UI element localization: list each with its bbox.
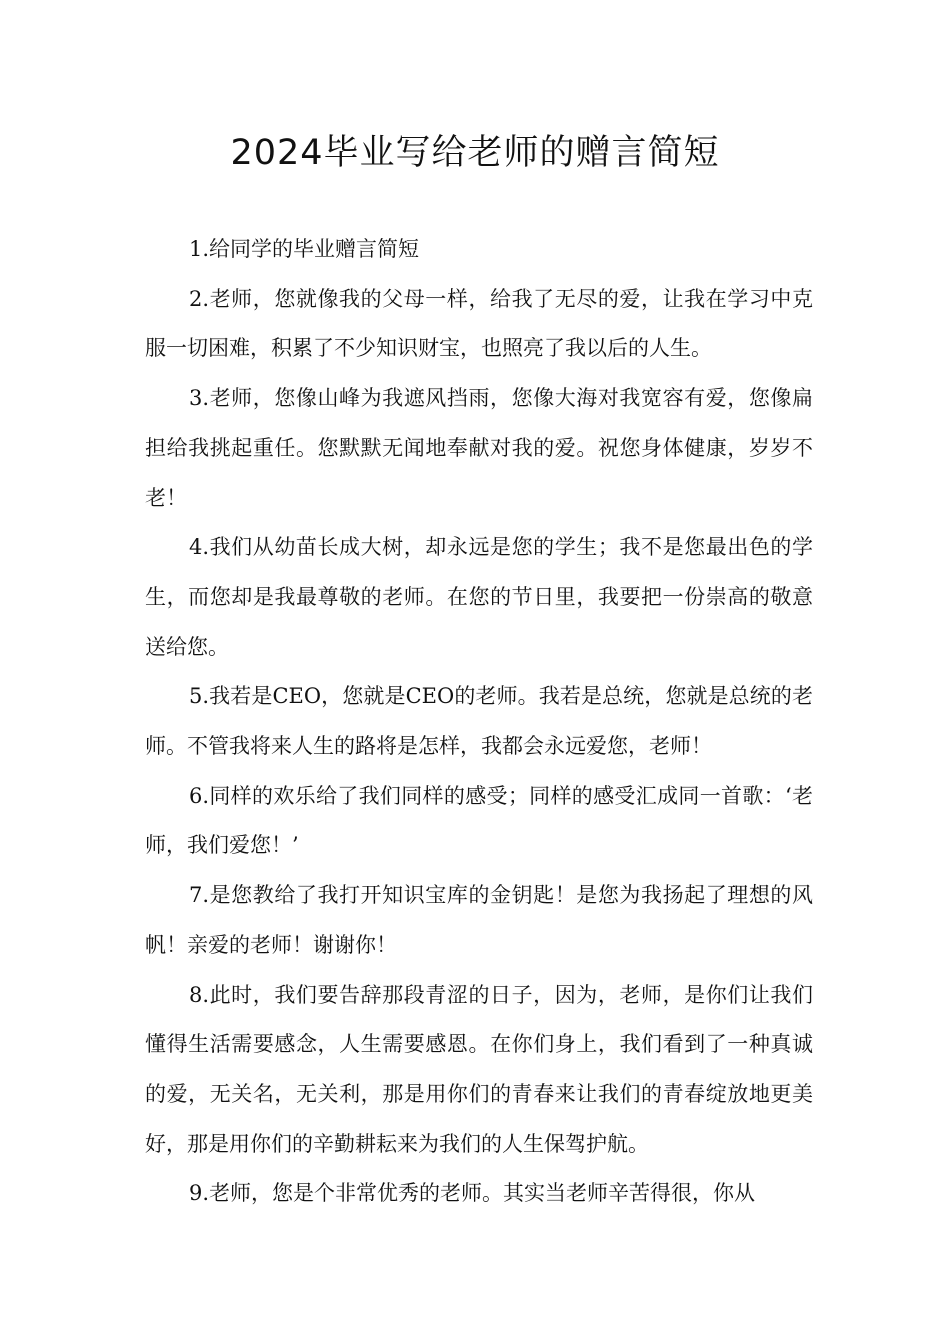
paragraph-5: 5.我若是CEO，您就是CEO的老师。我若是总统，您就是总统的老师。不管我将来人生的路将是怎样，我都会永远爱您，老师！ bbox=[145, 684, 813, 759]
document-title: 2024毕业写给老师的赠言简短 bbox=[230, 133, 720, 173]
paragraph-9: 9.老师，您是个非常优秀的老师。其实当老师辛苦得很，你从 bbox=[189, 1181, 756, 1206]
paragraph-1: 1.给同学的毕业赠言简短 bbox=[189, 237, 420, 261]
document-body bbox=[145, 225, 813, 1219]
paragraph-2: 2.老师，您就像我的父母一样，给我了无尽的爱，让我在学习中克服一切困难，积累了不少知识财宝，也照亮了我以后的人生。 bbox=[145, 286, 813, 361]
paragraph-3: 3.老师，您像山峰为我遮风挡雨，您像大海对我宽容有爱，您像扁担给我挑起重任。您默默无闻地奉献对我的爱。祝您身体健康，岁岁不老！ bbox=[145, 386, 813, 510]
paragraph-7: 7.是您教给了我打开知识宝库的金钥匙！是您为我扬起了理想的风帆！亲爱的老师！谢谢你！ bbox=[145, 883, 813, 957]
paragraph-4: 4.我们从幼苗长成大树，却永远是您的学生；我不是您最出色的学生，而您却是我最尊敬的老师。在您的节日里，我要把一份崇高的敬意送给您。 bbox=[145, 535, 813, 659]
paragraph-8: 8.此时，我们要告辞那段青涩的日子，因为，老师，是你们让我们懂得生活需要感念，人生需要感恩。在你们身上，我们看到了一种真诚的爱，无关名，无关利，那是用你们的青春来让我们的青春绽放地更美好，那是用你们的辛勤耕耘来为我们的人生保驾护航。 bbox=[145, 982, 813, 1156]
paragraph-6: 6.同样的欢乐给了我们同样的感受；同样的感受汇成同一首歌：‘老师，我们爱您！’ bbox=[145, 783, 813, 858]
